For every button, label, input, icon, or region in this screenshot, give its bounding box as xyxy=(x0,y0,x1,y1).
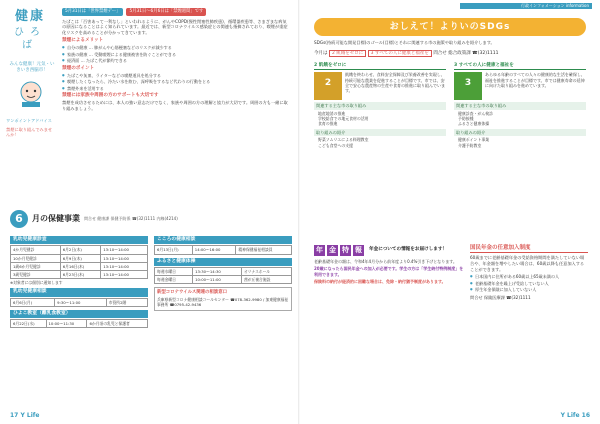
infant-checkup-heading: 乳幼児健康診査 xyxy=(10,236,148,244)
table-cell: 14:00～16:00 xyxy=(192,246,236,254)
list-item: ● 家族の健康 … 受動喫煙による健康被害を防ぐことができる xyxy=(62,52,290,58)
mascot-icon xyxy=(14,80,48,108)
pension-header xyxy=(314,245,464,256)
hiyoko-class-heading: ひよこ教室（離乳食教室） xyxy=(10,310,148,318)
sdg-goal-contact: 問合せ 総合政策課 ☎(32)1111 xyxy=(433,51,499,56)
list-item: ● 日本国内に住所がある60歳以上65歳未満の人 xyxy=(470,274,588,280)
list-item: ● 自分の健康 … 肺がんや心筋梗塞などのリスクが減少する xyxy=(62,45,290,51)
exercise-table xyxy=(154,267,292,284)
table-row xyxy=(11,270,148,278)
health-corner-title xyxy=(10,8,50,53)
sdg-col-health xyxy=(454,63,586,148)
pension-badge-char: 年 xyxy=(316,246,323,254)
sdg-goal-a: 2 飢餓をゼロに xyxy=(329,50,366,57)
article-intro: たばこは「百害あって一利なし」といわれるように、がんやCOPD(慢性閉塞性肺疾患)、循環器疾患等、さまざまな病気の原因になることはよく知られています。最近では、新型コロナウイルス感染症との関連も指摘されており、喫煙が重症化リスクを高めることが分かってきています。 xyxy=(62,18,288,36)
list-item: 健康ポイント事業 xyxy=(458,137,490,143)
table-cell: 市役所2階 xyxy=(106,298,147,306)
table-cell: 毎週金曜日 xyxy=(155,276,193,284)
voluntary-text: 60歳までに老齢基礎年金の受給資格期間を満たしていない場合や、年金額を増やしたい場合は、60歳以降も任意加入することができます。 xyxy=(470,255,585,272)
page-number-left: 17 Y Life xyxy=(10,411,40,419)
right-page xyxy=(300,0,600,424)
sdg-col-hunger xyxy=(314,63,446,148)
table-cell: 毎週水曜日 xyxy=(155,268,193,276)
health-slogan: みんな健康！元気・いきいき西脇市！ xyxy=(9,62,55,74)
voluntary-heading: 国民年金の任意加入制度 xyxy=(470,245,588,253)
table-row xyxy=(155,246,292,254)
list-item: ● 老齢基礎年金を繰上げ受給していない人 xyxy=(470,281,588,287)
goal-text: あらゆる年齢のすべての人々の健康的な生活を確保し、福祉を推進することが目標です。市では健康寿命の延伸に向けた取り組みを進めています。 xyxy=(485,72,585,88)
list-item: ● たばこや灰皿、ライターなどの喫煙道具を処分する xyxy=(62,73,290,79)
table-row xyxy=(11,254,148,262)
pension-paragraph: 老齢基礎年金の額は、令和4年4月分から前年度より0.4%引き下げとなります。 xyxy=(314,259,457,264)
list-item: 介護予防教室 xyxy=(458,142,482,148)
goal-heading: 3 すべての人に健康と福祉を xyxy=(454,63,586,70)
table-row xyxy=(11,320,148,328)
june-header xyxy=(10,210,292,228)
table-row xyxy=(155,268,292,276)
hiyoko-class-table xyxy=(10,319,148,328)
list-heading: 取り組みの紹介 xyxy=(454,129,586,137)
june-contact: 問合せ 健康課 保健予防係 ☎(32)1111 内線(4214) xyxy=(84,216,178,222)
merit-heading: 禁煙によるメリット xyxy=(62,37,104,43)
list-heading: 関連する主な市の取り組み xyxy=(454,102,586,110)
voluntary-list xyxy=(470,274,588,293)
table-cell: 9:30～11:00 xyxy=(55,298,107,306)
table-cell: 6月16日(木) xyxy=(60,262,101,270)
list-item: 食育の推進 xyxy=(318,121,338,127)
page-number-right: Y Life 16 xyxy=(560,411,590,419)
sdg-goal-b: 3 すべての人に健康と福祉を xyxy=(368,50,432,57)
list-item: 野菜ソムリエによる料理教室 xyxy=(318,137,369,143)
side-label: ワンポイントアドバイス xyxy=(6,118,52,123)
merit-list xyxy=(62,45,290,64)
table-cell: 3歳児健診 xyxy=(11,270,61,278)
info-bar: 行政インフォメーション information xyxy=(460,3,592,9)
table-row xyxy=(155,276,292,284)
table-cell: 1歳6か月児健診 xyxy=(11,262,61,270)
list-item: ● 喫煙したくなったら、冷たい水を飲む、深呼吸をするなど代わりの行動をとる xyxy=(62,79,290,85)
goal-text: 飢餓を終わらせ、食料安全保障及び栄養改善を実現し、持続可能な農業を促進することが目標です。市では、安全で安心な農産物の生産や食育の推進に取り組んでいます。 xyxy=(345,72,445,94)
list-item: ● 経済面 … たばこ代が節約できる xyxy=(62,58,290,64)
pension-paragraph: 保険料の納付が経済的に困難な場合は、免除・納付猶予制度があります。 xyxy=(314,279,446,285)
pension-article xyxy=(314,245,464,287)
list-item: 健康診査・がん検診 xyxy=(458,110,494,116)
list-item: 学校給食での地元食材の活用 xyxy=(318,116,369,122)
exercise-heading: ふるさと健康体操 xyxy=(154,258,292,266)
zero-hunger-icon: 2 xyxy=(314,72,342,100)
health-title-big: 健康 xyxy=(14,9,45,24)
banner-world-no-tobacco-day: 5月31日は「世界禁煙デー」 xyxy=(62,8,123,16)
list-item: ふるさと健康体操 xyxy=(458,121,490,127)
table-cell: 精神保健福祉相談員 xyxy=(236,246,292,254)
pension-body xyxy=(314,259,464,285)
table-cell: 10:00～11:00 xyxy=(193,276,242,284)
voluntary-enrollment xyxy=(470,245,588,303)
infant-checkup-table xyxy=(10,245,148,279)
table-cell: 10か月児健診 xyxy=(11,254,61,262)
banner-row xyxy=(62,8,290,16)
side-note xyxy=(6,118,56,138)
table-cell: 13:30～14:30 xyxy=(193,268,242,276)
mental-health-table xyxy=(154,245,292,254)
month-number: 6 xyxy=(10,210,28,228)
list-item: ● 禁煙外来を活用する xyxy=(62,86,290,92)
sdg-intro: SDGs(持続可能な開発目標)のゴール(目標)とそれに関連する市の施策や取り組みを紹介します。 xyxy=(314,40,495,45)
pension-badge-char: 金 xyxy=(329,246,336,254)
covid-consult-box xyxy=(154,287,292,310)
table-cell: 6月13日(月) xyxy=(155,246,193,254)
covid-consult-text: 兵庫県新型コロナ健康相談コールセンター ☎078-362-9980 / 加東健康福祉事務所 ☎0795-42-9436 xyxy=(157,297,289,308)
support-heading: 禁煙には家族や周囲の方のサポートも大切です xyxy=(62,93,159,99)
goal-lists xyxy=(454,102,586,148)
health-title-small: ひろば xyxy=(14,26,46,52)
table-cell: 6月6日(月) xyxy=(11,298,55,306)
june-col-right xyxy=(154,236,292,328)
table-row xyxy=(11,298,148,306)
table-cell: 13:10～14:00 xyxy=(101,246,148,254)
sdg-goal-prefix: 今月は xyxy=(314,51,328,56)
table-cell: 6か月頃の乳児と保護者 xyxy=(87,320,148,328)
pension-badge-char: 特 xyxy=(342,246,349,254)
list-item: こども食堂への支援 xyxy=(318,142,354,148)
mental-health-heading: こころの健康相談 xyxy=(154,236,292,244)
table-cell: 茜が丘複合施設 xyxy=(241,276,291,284)
infant-consult-heading: 乳幼児健康相談 xyxy=(10,288,148,296)
covid-consult-heading: 新型コロナウイルス関連の相談窓口 xyxy=(157,290,227,296)
support-text: 禁煙を成功させるためには、本人の強い意志だけでなく、家族や周囲の方の理解と協力が大切です。周囲の方も一緒に取り組みましょう。 xyxy=(62,100,288,112)
pension-paragraph: 20歳になったら国民年金への加入が必要です。学生の方は「学生納付特例制度」を利用できます。 xyxy=(314,266,464,277)
points-heading: 禁煙のポイント xyxy=(62,65,95,71)
sdg-goal-line xyxy=(314,51,586,57)
table-cell: 6月2日(木) xyxy=(60,246,101,254)
list-item: 地産地消の推進 xyxy=(318,110,346,116)
good-health-icon: 3 xyxy=(454,72,482,100)
list-heading: 関連する主な市の取り組み xyxy=(314,102,446,110)
pension-heading: 年金についての情報をお届けします！ xyxy=(369,247,448,253)
list-heading: 取り組みの紹介 xyxy=(314,129,446,137)
table-cell: 6月23日(木) xyxy=(60,270,101,278)
smoking-article xyxy=(62,8,290,114)
banner-no-smoking-week: 5月31日～6月6日は「禁煙週間」です xyxy=(126,8,206,16)
voluntary-contact: 問合せ 保険医療課 ☎(32)1111 xyxy=(470,294,531,300)
goal-heading: 2 飢餓をゼロに xyxy=(314,63,446,70)
side-question: 禁煙に取り組んでみませんか！ xyxy=(6,126,53,138)
pension-badge-char: 報 xyxy=(355,246,362,254)
list-item: 予防接種 xyxy=(458,116,474,122)
infant-checkup-note: ※対象者には個別に通知します xyxy=(10,279,63,285)
table-row xyxy=(11,246,148,254)
june-col-left xyxy=(10,236,148,328)
table-cell: オリナスホール xyxy=(241,268,291,276)
june-title: 月の保健事業 xyxy=(32,213,80,223)
table-cell: 4か月児健診 xyxy=(11,246,61,254)
infant-consult-table xyxy=(10,298,148,307)
table-cell: 13:10～14:00 xyxy=(101,270,148,278)
june-grid xyxy=(10,236,292,328)
points-list xyxy=(62,73,290,92)
table-cell: 10:00～11:30 xyxy=(46,320,87,328)
list-item: ● 厚生年金保険に加入していない人 xyxy=(470,287,588,293)
table-cell: 6月9日(木) xyxy=(60,254,101,262)
goal-lists xyxy=(314,102,446,148)
table-cell: 13:10～14:00 xyxy=(101,254,148,262)
table-cell: 6月22日(水) xyxy=(11,320,47,328)
sdg-title: おしえて！よりいのSDGs xyxy=(314,18,586,36)
table-row xyxy=(11,262,148,270)
table-cell: 13:10～14:00 xyxy=(101,262,148,270)
